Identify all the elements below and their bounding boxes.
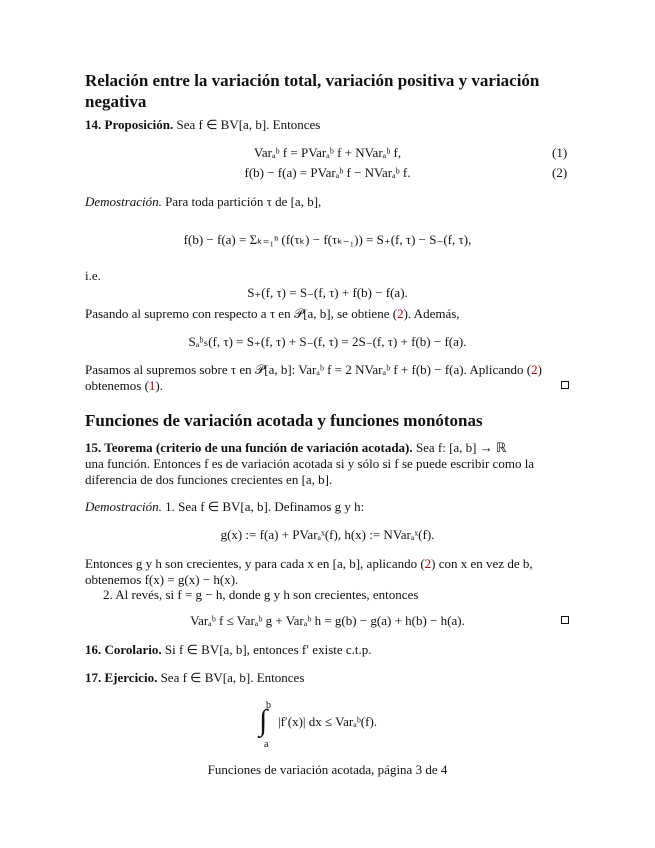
equation-ie: S₊(f, τ) = S₋(f, τ) + f(b) − f(a). xyxy=(247,285,408,300)
proof-2-line4: 2. Al revés, si f = g − h, donde g y h son crecientes, entonces xyxy=(103,587,419,602)
text-span: obtenemos ( xyxy=(85,378,149,393)
theorem-15-line2: una función. Entonces f es de variación acotada si y sólo si f se puede escribir como la xyxy=(85,456,535,471)
text-span: Pasando al supremo con respecto a τ en 𝒫[a, b], se obtiene ( xyxy=(85,306,398,321)
equation-abs: Sₐᵇₛ(f, τ) = S₊(f, τ) + S₋(f, τ) = 2S₋(f, τ) + f(b) − f(a). xyxy=(188,334,467,349)
proposition-body: Sea f ∈ BV[a, b]. Entonces xyxy=(176,117,321,132)
text-span: Entonces g y h son crecientes, y para cada x en [a, b], aplicando ( xyxy=(85,556,425,571)
proof-1-intro xyxy=(85,194,321,210)
proof-label: Demostración. xyxy=(85,194,162,209)
equation-reference-2[interactable]: 2 xyxy=(424,556,432,571)
equation-number-1: (1) xyxy=(552,145,568,160)
corollary-body: Si f ∈ BV[a, b], entonces f′ existe c.t.p. xyxy=(164,642,372,657)
equation-sum: f(b) − f(a) = Σₖ₌₁ⁿ (f(τₖ) − f(τₖ₋₁)) = S₊(f, τ) − S₋(f, τ), xyxy=(183,232,472,247)
text-span: ) con x en vez de b, xyxy=(431,556,533,571)
integral-expression: |f′(x)| dx ≤ Varₐᵇ(f). xyxy=(278,714,378,729)
equation-1: Varₐᵇ f = PVarₐᵇ f + NVarₐᵇ f, xyxy=(253,145,402,160)
section-title-monotone: Funciones de variación acotada y funciones monótonas xyxy=(85,411,483,430)
equation-number-2: (2) xyxy=(552,165,568,180)
proof-2-line3: obtenemos f(x) = g(x) − h(x). xyxy=(85,572,239,587)
exercise-body: Sea f ∈ BV[a, b]. Entonces xyxy=(160,670,305,685)
equation-gh: g(x) := f(a) + PVarₐˣ(f), h(x) := NVarₐˣ(f). xyxy=(220,527,435,542)
proof-1-line2 xyxy=(85,306,460,322)
proof-text: 1. Sea f ∈ BV[a, b]. Definamos g y h: xyxy=(165,499,365,514)
proof-1-line4 xyxy=(85,378,163,394)
proof-2-line2 xyxy=(85,556,533,572)
corollary-heading: 16. Corolario. xyxy=(85,642,162,657)
integral-sign: ∫ xyxy=(259,704,268,737)
qed-box xyxy=(561,381,569,389)
equation-reference-2[interactable]: 2 xyxy=(397,306,404,321)
theorem-15-line3: diferencia de dos funciones crecientes en [a, b]. xyxy=(85,472,333,487)
text-span: ) xyxy=(537,362,542,377)
ie-text: i.e. xyxy=(85,268,101,283)
proof-text: Para toda partición τ de [a, b], xyxy=(165,194,322,209)
theorem-heading: 15. Teorema (criterio de una función de variación acotada). xyxy=(85,440,413,455)
equation-var: Varₐᵇ f ≤ Varₐᵇ g + Varₐᵇ h = g(b) − g(a) + h(b) − h(a). xyxy=(190,613,465,628)
proof-2-intro xyxy=(85,499,364,515)
exercise-17 xyxy=(85,670,304,686)
page-footer: Funciones de variación acotada, página 3 de 4 xyxy=(207,762,448,777)
text-span: ). Además, xyxy=(403,306,460,321)
section-title-variation: Relación entre la variación total, variación positiva y variación negativa xyxy=(85,71,540,111)
proposition-heading: 14. Proposición. xyxy=(85,117,174,132)
exercise-heading: 17. Ejercicio. xyxy=(85,670,158,685)
integral-lower-limit: a xyxy=(264,739,269,750)
proposition-14 xyxy=(85,117,320,133)
proof-1-line3 xyxy=(85,362,542,378)
equation-reference-2[interactable]: 2 xyxy=(531,362,538,377)
theorem-15-line1 xyxy=(85,440,506,456)
text-span: ). xyxy=(155,378,163,393)
qed-box xyxy=(561,616,569,624)
equation-2: f(b) − f(a) = PVarₐᵇ f − NVarₐᵇ f. xyxy=(244,165,411,180)
proof-label: Demostración. xyxy=(85,499,162,514)
theorem-text: Sea f: [a, b] → ℝ xyxy=(415,440,507,455)
corollary-16 xyxy=(85,642,372,658)
equation-reference-1[interactable]: 1 xyxy=(148,378,156,393)
text-span: Pasamos al supremos sobre τ en 𝒫[a, b]: Varₐᵇ f = 2 NVarₐᵇ f + f(b) − f(a). Aplicando ( xyxy=(85,362,532,377)
integral-upper-limit: b xyxy=(266,700,271,711)
